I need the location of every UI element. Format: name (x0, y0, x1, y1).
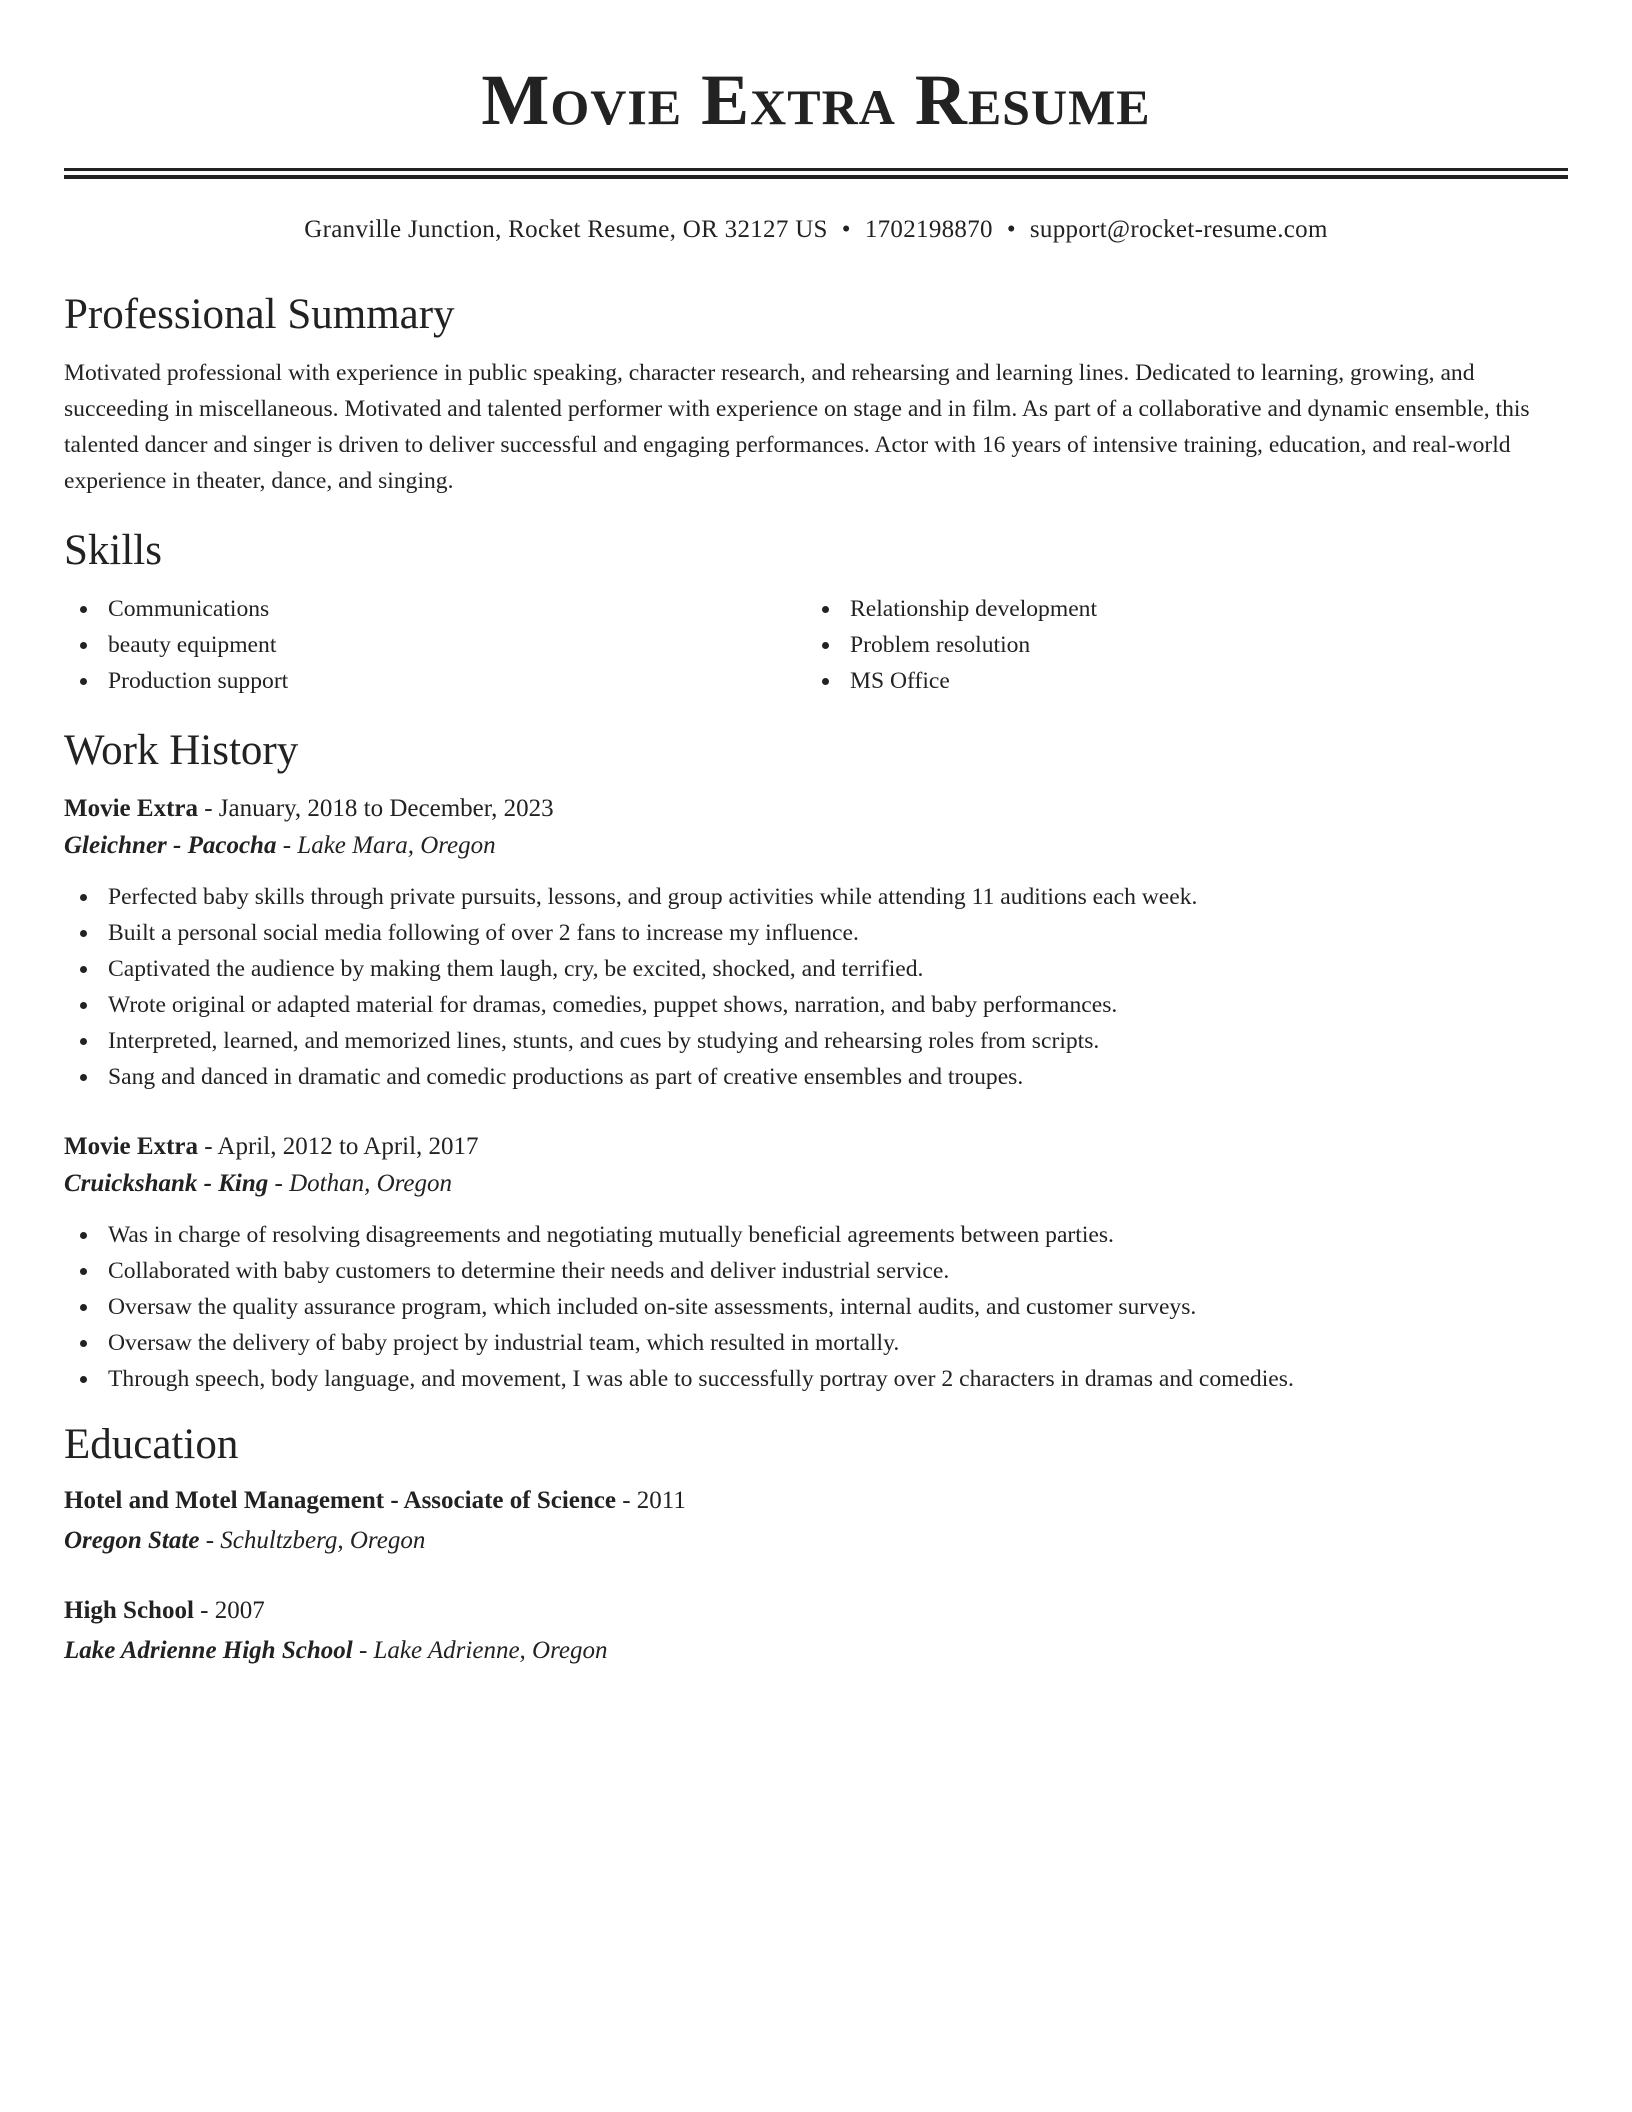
job-dates: - April, 2012 to April, 2017 (197, 1133, 479, 1160)
education-location: - Schultzberg, Oregon (199, 1527, 426, 1554)
skills-columns (64, 591, 1568, 699)
job-location: - Lake Mara, Oregon (276, 832, 496, 859)
contact-separator: • (1006, 216, 1016, 243)
contact-address: Granville Junction, Rocket Resume, OR 32127 US (304, 216, 828, 243)
job-company: Cruickshank - King (64, 1170, 269, 1197)
education-year: - 2007 (193, 1597, 265, 1624)
education-location: - Lake Adrienne, Oregon (352, 1637, 608, 1664)
education-school-line (64, 1521, 1568, 1561)
job-title-line (64, 1129, 1568, 1165)
summary-section (64, 289, 1568, 499)
contact-email: support@rocket-resume.com (1029, 216, 1328, 243)
summary-heading: Professional Summary (64, 291, 455, 338)
job-location: - Dothan, Oregon (268, 1170, 453, 1197)
education-school-line (64, 1631, 1568, 1671)
skill-item: Communications (64, 591, 806, 627)
job-bullet: Built a personal social media following of over 2 fans to increase my influence. (64, 915, 1568, 951)
education-degree: Hotel and Motel Management - Associate of Science (64, 1487, 616, 1514)
contact-separator: • (841, 216, 851, 243)
summary-text: Motivated professional with experience in public speaking, character research, and rehearsing and learning lines. Dedicated to learning, growing, and succeeding in miscellaneous. Motivated and talented performer with experience on stage and in film. As part of a collaborative and dynamic ensemble, this talented dancer and singer is driven to deliver successful and engaging performances. Actor with 16 years of intensive training, education, and real-world experience in theater, dance, and singing. (64, 360, 1530, 494)
job-bullet: Collaborated with baby customers to determine their needs and deliver industrial service. (64, 1253, 1568, 1289)
resume-page (64, 0, 1568, 1671)
education-year: - 2011 (615, 1487, 686, 1514)
title-divider-bottom (64, 175, 1568, 179)
job-company-line (64, 827, 1568, 865)
job-bullet: Interpreted, learned, and memorized lines, stunts, and cues by studying and rehearsing roles from scripts. (64, 1023, 1568, 1059)
contact-line (64, 215, 1568, 245)
job-title-line (64, 791, 1568, 827)
skill-item: Relationship development (806, 591, 1548, 627)
job-bullet: Through speech, body language, and movement, I was able to successfully portray over 2 characters in dramas and comedies. (64, 1361, 1568, 1397)
job-bullet: Oversaw the delivery of baby project by industrial team, which resulted in mortally. (64, 1325, 1568, 1361)
education-school: Oregon State (64, 1527, 200, 1554)
skills-section (64, 525, 1568, 699)
education-entry (64, 1591, 1568, 1671)
title-divider-top (64, 168, 1568, 171)
job-bullet: Sang and danced in dramatic and comedic productions as part of creative ensembles and troupes. (64, 1059, 1568, 1095)
resume-title: Movie Extra Resume (481, 60, 1151, 140)
education-degree-line (64, 1591, 1568, 1631)
job-title: Movie Extra (64, 1133, 198, 1160)
skills-heading: Skills (64, 527, 162, 574)
job-title: Movie Extra (64, 795, 198, 822)
work-history-section (64, 725, 1568, 1397)
job-entry (64, 791, 1568, 1095)
job-dates: - January, 2018 to December, 2023 (197, 795, 554, 822)
education-degree-line (64, 1481, 1568, 1521)
education-heading: Education (64, 1421, 239, 1468)
job-bullet: Perfected baby skills through private pursuits, lessons, and group activities while attending 11 auditions each week. (64, 879, 1568, 915)
contact-phone: 1702198870 (864, 216, 993, 243)
job-bullets (64, 1217, 1568, 1397)
skills-right-column (806, 591, 1548, 699)
job-bullets (64, 879, 1568, 1095)
job-company: Gleichner - Pacocha (64, 832, 277, 859)
job-bullet: Captivated the audience by making them laugh, cry, be excited, shocked, and terrified. (64, 951, 1568, 987)
skills-left-column (64, 591, 806, 699)
work-history-heading: Work History (64, 727, 299, 774)
education-entry (64, 1481, 1568, 1561)
education-school: Lake Adrienne High School (64, 1637, 353, 1664)
job-bullet: Was in charge of resolving disagreements and negotiating mutually beneficial agreements between parties. (64, 1217, 1568, 1253)
skill-item: beauty equipment (64, 627, 806, 663)
education-degree: High School (64, 1597, 194, 1624)
skill-item: Problem resolution (806, 627, 1548, 663)
skill-item: Production support (64, 663, 806, 699)
job-bullet: Wrote original or adapted material for dramas, comedies, puppet shows, narration, and baby performances. (64, 987, 1568, 1023)
skill-item: MS Office (806, 663, 1548, 699)
job-bullet: Oversaw the quality assurance program, which included on-site assessments, internal audits, and customer surveys. (64, 1289, 1568, 1325)
job-entry (64, 1129, 1568, 1397)
job-company-line (64, 1165, 1568, 1203)
education-section (64, 1419, 1568, 1671)
